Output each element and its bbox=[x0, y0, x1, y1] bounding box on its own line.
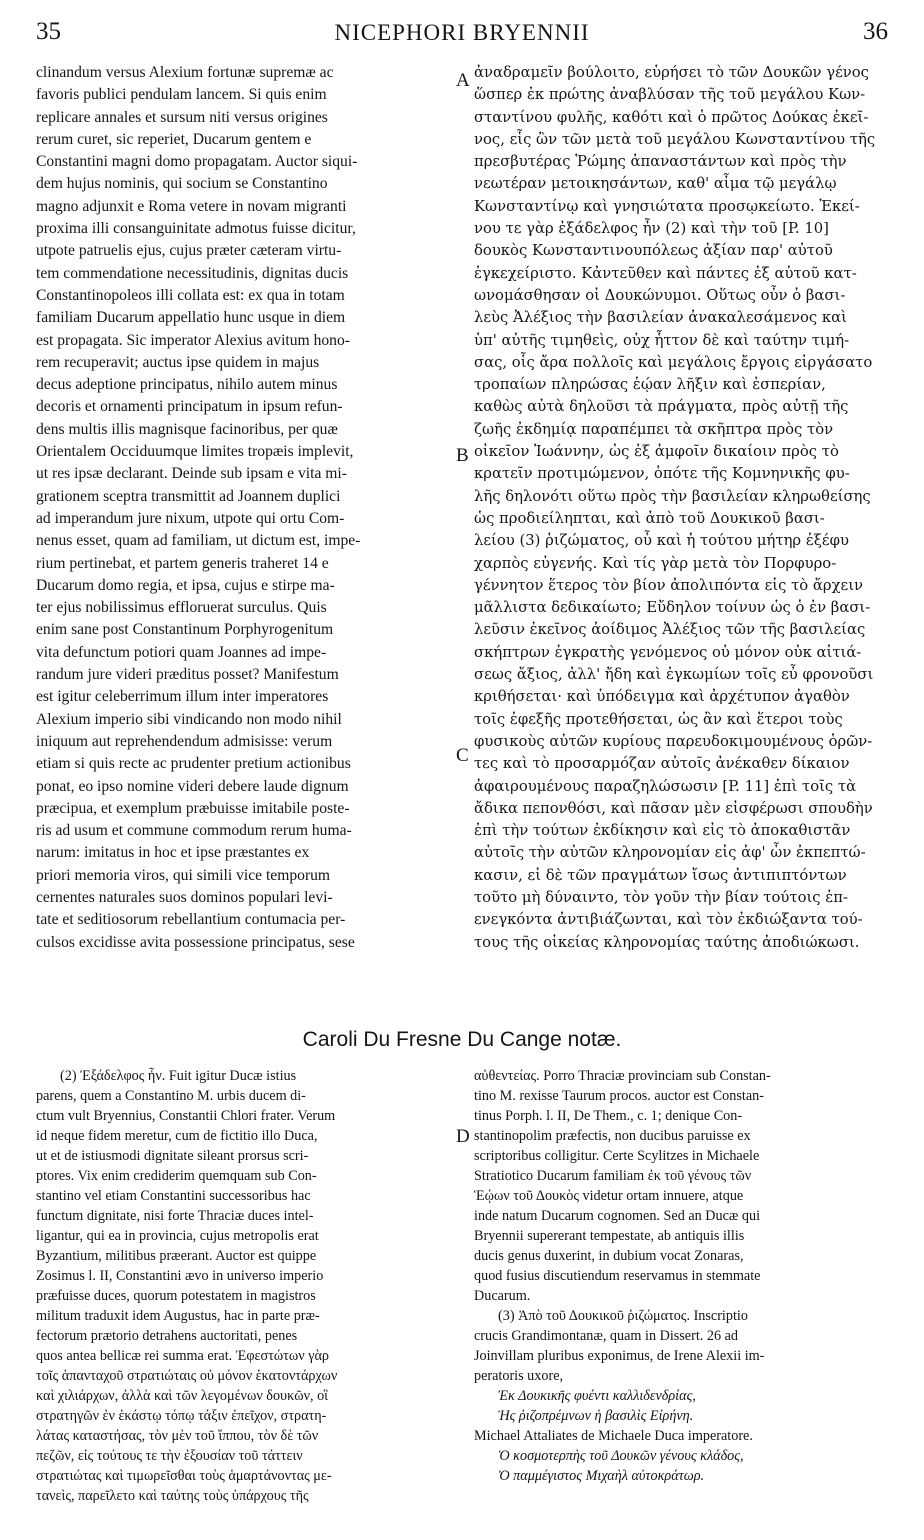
greek-text-line: κρατεῖν προτιμώμενον, ὁπότε τῆς Κομνηνικῆς φυ- bbox=[474, 465, 850, 483]
latin-text-line: est propagata. Sic imperator Alexius avitum hono- bbox=[36, 331, 350, 349]
latin-text-line: vita defunctum potiori quam Joannes ad impe- bbox=[36, 643, 327, 661]
greek-text-line: φυσικοὺς αὐτῶν κυρίους παρευδοκιμουμένους ὁρῶν- bbox=[474, 732, 873, 750]
note-line: Ὁ κοσμοτερπὴς τοῦ Δουκῶν γένους κλάδος, bbox=[498, 1448, 744, 1464]
latin-text-line: præcipua, et exemplum præbuisse imitabile poste- bbox=[36, 799, 350, 817]
latin-text-line: ut res ipsæ declarant. Deinde sub ipsam e vita mi- bbox=[36, 465, 347, 483]
greek-text-line: ζωῆς ἐκδημίᾳ παραπέμπει τὰ σκῆπτρα πρὸς τὸν bbox=[474, 420, 834, 438]
greek-text-line: χαρπὸς εὐγενής. Καὶ τίς γὰρ μετὰ τὸν Πορφυρο- bbox=[474, 554, 837, 572]
note-line: fectorum prætorio detrahens auctoritati, penes bbox=[36, 1328, 298, 1344]
note-line: tino M. rexisse Taurum procos. auctor est Constan- bbox=[474, 1088, 764, 1104]
latin-text-line: ad imperandum jure nixum, utpote qui ortu Com- bbox=[36, 509, 345, 527]
latin-text-line: ris ad usum et commune commodum rerum huma- bbox=[36, 822, 352, 840]
note-line: quod fusius discutiendum reservamus in stemmate bbox=[474, 1268, 761, 1284]
note-line: στρατιώτας καὶ τιμωρεῖσθαι τοὺς ἁμαρτάνοντας με- bbox=[36, 1468, 332, 1484]
latin-text-line: Constantini magni domo propagatam. Auctor siqui- bbox=[36, 153, 358, 171]
note-line: militum traduxit idem Augustus, hac in parte præ- bbox=[36, 1308, 320, 1324]
latin-text-line: clinandum versus Alexium fortunæ supremæ ac bbox=[36, 64, 334, 81]
note-line: ducis genus duxerint, in dubium vocat Zonaras, bbox=[474, 1248, 744, 1264]
note-line: ligantur, qui ea in provincia, cujus metropolis erat bbox=[36, 1228, 319, 1244]
latin-text-line: decus adeptione principatus, nihilo autem minus bbox=[36, 376, 338, 394]
latin-text-line: Constantinopoleos illi collata est: ex qua in totam bbox=[36, 286, 345, 304]
greek-text-line: τες καὶ τὸ προσαρμόζαν αὐτοῖς ἀνέκαθεν δίκαιον bbox=[474, 755, 850, 773]
note-line: parens, quem a Constantino M. urbis ducem di- bbox=[36, 1088, 306, 1104]
latin-text-line: Alexium imperio sibi vindicando non modo nihil bbox=[36, 710, 342, 728]
greek-text-column bbox=[474, 62, 890, 954]
greek-text-line: ενεγκόντα ἀντιβιάζωνται, καὶ τὸν ἐκδιώξαντα τού- bbox=[474, 911, 863, 929]
latin-text-line: familiam Ducarum appellatio hunc usque in diem bbox=[36, 309, 346, 327]
latin-text-line: rium pertinebat, et partem generis traheret 14 e bbox=[36, 554, 329, 572]
greek-text-line: γέννητον ἕτερος τὸν βίον ἀπολιπόντα εἰς τὸ ἄρχειν bbox=[474, 576, 863, 594]
greek-text-line: Κωνσταντίνῳ καὶ γνησιώτατα προσῳκείωτο. Ἐκεί- bbox=[474, 197, 860, 215]
latin-text-line: cernentes naturales suos dominos populari levi- bbox=[36, 888, 333, 906]
latin-text-line: rem recuperavit; auctus ipse quidem in majus bbox=[36, 353, 320, 371]
note-line: crucis Grandimontanæ, quam in Dissert. 26 ad bbox=[474, 1328, 738, 1344]
greek-text-line: λῆς δηλονότι οὕτω πρὸς τὴν βασιλείαν κληρωθείσης bbox=[474, 487, 871, 505]
latin-text-line: tem commendatione necessitudinis, dignitas ducis bbox=[36, 264, 349, 282]
note-line: functum dignitate, nisi forte Thraciæ duces intel- bbox=[36, 1208, 314, 1224]
greek-text-line: σταντίνου φυλῆς, καθότι καὶ ὁ πρῶτος Δούκας ἐκεῖ- bbox=[474, 108, 869, 126]
page-number-left: 35 bbox=[36, 18, 61, 45]
note-line: peratoris uxore, bbox=[474, 1368, 564, 1384]
greek-text-line: ὑπ' αὐτῆς τιμηθεὶς, οὐχ ἧττον δὲ καὶ ταύτην τιμή- bbox=[474, 331, 850, 349]
greek-text-line: αὐτοῖς τὴν αὐτῶν κληρονομίαν εἰς ἀφ' ὧν ἐκπεπτώ- bbox=[474, 844, 866, 862]
margin-marker-a: A bbox=[456, 70, 470, 91]
note-line: tinus Porph. l. II, De Them., c. 1; denique Con- bbox=[474, 1108, 743, 1124]
note-line: Ducarum. bbox=[474, 1288, 531, 1304]
note-line: ptores. Vix enim crediderim quemquam sub Con- bbox=[36, 1168, 317, 1184]
latin-text-line: narum: imitatus in hoc et ipse præstantes ex bbox=[36, 844, 310, 862]
running-header bbox=[36, 18, 888, 52]
page-number-right: 36 bbox=[863, 18, 888, 45]
latin-text-line: grationem sceptra transmittit ad Joannem duplici bbox=[36, 487, 341, 505]
note-line: Ἑῴων τοῦ Δουκὸς videtur ortam innuere, atque bbox=[474, 1188, 744, 1204]
greek-text-line: σκήπτρων ἐγκρατὴς γενόμενος οὐ μόνον οὐκ αἰτιά- bbox=[474, 643, 862, 661]
greek-text-line: ὡς προδιείληπται, καὶ ἀπὸ τοῦ Δουκικοῦ βασι- bbox=[474, 509, 825, 527]
greek-text-line: καθὼς αὐτὰ δηλοῦσι τὰ πράγματα, πρὸς αὐτῇ τῆς bbox=[474, 398, 849, 416]
note-line: ctum vult Bryennius, Constantii Chlori frater. Verum bbox=[36, 1108, 336, 1124]
latin-text-line: magno adjunxit e Roma vetere in novam migranti bbox=[36, 197, 347, 215]
note-line: (2) Ἐξάδελφος ἦν. Fuit igitur Ducæ istius bbox=[60, 1068, 297, 1084]
note-line: τανεὶς, παρεῖλετο καὶ ταύτης τοὺς ὑπάρχους τῆς bbox=[36, 1488, 309, 1504]
note-line: Bryennii supererant tempestate, ab antiquis illis bbox=[474, 1228, 745, 1244]
greek-text-line: δουκὸς Κωνσταντινουπόλεως ἀξίαν παρ' αὐτοῦ bbox=[474, 242, 833, 260]
greek-text-line: ἐγκεχείριστο. Κἀντεῦθεν καὶ πάντες ἐξ αὐτοῦ κατ- bbox=[474, 264, 857, 282]
latin-text-line: ponat, eo ipso nomine videri debere laude dignum bbox=[36, 777, 349, 795]
note-line: Ἐκ Δουκικῆς φυέντι καλλιδενδρίας, bbox=[498, 1388, 696, 1404]
notes-heading: Caroli Du Fresne Du Cange notæ. bbox=[302, 1028, 622, 1051]
note-line: stantinopolim præfectis, non ducibus paruisse ex bbox=[474, 1128, 751, 1144]
note-line: inde natum Ducarum cognomen. Sed an Ducæ qui bbox=[474, 1208, 761, 1224]
greek-text-line: ἄδικα πεπονθόσι, καὶ πᾶσαν μὲν εἰσφέρωσι σπουδὴν bbox=[474, 799, 873, 817]
greek-text-line: κριθήσεται· καὶ ὑπόδειγμα καὶ ἀρχέτυπον ἀγαθὸν bbox=[474, 688, 850, 706]
greek-text-line: ἐπὶ τὴν τούτων ἐκδίκησιν καὶ εἰς τὸ ἀποκαθιστᾶν bbox=[474, 822, 851, 840]
note-line: (3) Ἀπὸ τοῦ Δουκικοῦ ῥιζώματος. Inscriptio bbox=[498, 1308, 748, 1324]
note-line: stantino vel etiam Constantini successoribus hac bbox=[36, 1188, 311, 1204]
note-line: στρατηγῶν ἐν ἑκάστῳ τόπῳ τάξιν ἐπεῖχον, στρατη- bbox=[36, 1408, 327, 1424]
note-line: Zosimus l. II, Constantini ævo in universo imperio bbox=[36, 1268, 324, 1284]
latin-text-line: iniquum aut reprehendendum admisisse: verum bbox=[36, 732, 333, 750]
latin-text-line: favoris publici pendulam lancem. Si quis enim bbox=[36, 86, 327, 104]
greek-text-line: πρεσβυτέρας Ῥώμης ἀπαναστάντων καὶ πρὸς τὴν bbox=[474, 153, 847, 171]
latin-text-line: nenus esset, quam ad familiam, ut dictum est, impe- bbox=[36, 532, 361, 550]
latin-text-line: replicare annales et sursum niti versus origines bbox=[36, 108, 328, 126]
latin-text-line: culsos excidisse avita possessione principatus, sese bbox=[36, 933, 355, 951]
notes-left-column bbox=[36, 1066, 454, 1506]
latin-text-line: Orientalem Occiduumque limites tropæis implevit, bbox=[36, 443, 354, 461]
greek-text-line: οἰκεῖον Ἰωάννην, ὡς ἐξ ἀμφοῖν δικαίοιν πρὸς τὸ bbox=[474, 443, 839, 461]
latin-text-line: randum jure videri præditus posset? Manifestum bbox=[36, 666, 339, 684]
note-line: Stratiotico Ducarum familiam ἐκ τοῦ γένους τῶν bbox=[474, 1168, 752, 1184]
latin-text-line: priori memoria viros, qui simili vice temporum bbox=[36, 866, 331, 884]
greek-text-line: τοῦτο μὴ δύναιντο, τὸν γοῦν τὴν βίαν τούτοις ἐπ- bbox=[474, 888, 848, 906]
note-line: καὶ χιλιάρχων, ἀλλὰ καὶ τῶν λεγομένων δουκῶν, οἳ bbox=[36, 1388, 328, 1404]
note-line: λάτας καταστήσας, τὸν μὲν τοῦ ἵππου, τὸν δὲ τῶν bbox=[36, 1428, 319, 1444]
greek-text-line: σεως ἄξιος, ἀλλ' ἤδη καὶ ἐγκωμίων τοῖς εὖ φρονοῦσι bbox=[474, 666, 874, 684]
latin-text-line: rerum curet, sic reperiet, Ducarum gentem e bbox=[36, 130, 312, 148]
latin-text-line: est igitur celeberrimum illum inter imperatores bbox=[36, 688, 329, 706]
greek-text-line: νου τε γὰρ ἐξάδελφος ἦν (2) καὶ τὴν τοῦ [P. 10] bbox=[474, 220, 829, 238]
latin-translation-column bbox=[36, 62, 454, 954]
greek-text-line: ἀφαιρουμένους παραζηλώσωσιν [P. 11] ἐπὶ τοῖς τὰ bbox=[474, 777, 857, 795]
running-title: NICEPHORI BRYENNII bbox=[334, 20, 590, 45]
greek-text-line: ἀναδραμεῖν βούλοιτο, εὑρήσει τὸ τῶν Δουκῶν γένος bbox=[474, 64, 869, 81]
note-line: Ἡς ῥιζοπρέμνων ἡ βασιλὶς Εἰρήνη. bbox=[498, 1408, 694, 1424]
note-line: Joinvillam pluribus exponimus, de Irene Alexii im- bbox=[474, 1348, 765, 1364]
greek-text-line: ωνομάσθησαν οἱ Δουκώνυμοι. Οὕτως οὖν ὁ βασι- bbox=[474, 286, 846, 304]
margin-marker-d: D bbox=[456, 1126, 470, 1147]
note-line: quos antea bellicæ rei summa erat. Ἐφεστώτων γὰρ bbox=[36, 1348, 329, 1364]
latin-text-line: ter ejus nobilissimus effloruerat surculus. Quis bbox=[36, 599, 327, 617]
note-line: Ὁ παμμέγιστος Μιχαὴλ αὐτοκράτωρ. bbox=[498, 1468, 705, 1484]
greek-text-line: τροπαίων πληρώσας ἑῴαν λῆξιν καὶ ἑσπερίαν, bbox=[474, 376, 826, 394]
margin-marker-b: B bbox=[456, 445, 469, 466]
notes-right-column bbox=[474, 1066, 890, 1486]
greek-text-line: νεωτέραν μετοικησάντων, καθ' αἷμα τῷ μεγάλῳ bbox=[474, 175, 837, 193]
greek-text-line: τοῖς ἐφεξῆς προτεθήσεται, ὡς ἂν καὶ ἕτεροι τοὺς bbox=[474, 710, 843, 728]
note-line: præfuisse duces, quorum potestatem in magistros bbox=[36, 1288, 316, 1304]
note-line: Byzantium, militibus præerant. Auctor est quippe bbox=[36, 1248, 317, 1264]
latin-text-line: utpote patruelis ejus, cujus præter cæteram virtu- bbox=[36, 242, 342, 260]
greek-text-line: ὥσπερ ἐκ πρώτης ἀναβλύσαν τῆς τοῦ μεγάλου Κων- bbox=[474, 86, 866, 104]
latin-text-line: enim sane post Constantinum Porphyrogenitum bbox=[36, 621, 334, 639]
latin-text-line: Ducarum domo regia, et ipsa, cujus e stirpe ma- bbox=[36, 576, 335, 594]
greek-text-line: σας, οἷς ἄρα πολλοῖς καὶ μεγάλοις ἔργοις εἰργάσατο bbox=[474, 353, 873, 371]
note-line: Michael Attaliates de Michaele Duca imperatore. bbox=[474, 1428, 753, 1444]
latin-text-line: etiam si quis recte ac prudenter pretium actionibus bbox=[36, 755, 351, 773]
greek-text-line: κασιν, εἰ δὲ τῶν πραγμάτων ἴσως ἀντιπιπτόντων bbox=[474, 866, 847, 884]
margin-marker-c: C bbox=[456, 745, 469, 766]
note-line: id neque fidem meretur, cum de fictitio illo Duca, bbox=[36, 1128, 318, 1144]
greek-text-line: νος, εἷς ὢν τῶν μετὰ τοῦ μεγάλου Κωνσταντίνου τῆς bbox=[474, 130, 876, 148]
latin-text-line: dem hujus nominis, qui socium se Constantino bbox=[36, 175, 328, 193]
greek-text-line: λείου (3) ῥιζώματος, οὗ καὶ ἡ τούτου μήτηρ ἐξέφυ bbox=[474, 532, 849, 550]
latin-text-line: dens multis illis magnisque facinoribus, per quæ bbox=[36, 420, 338, 438]
latin-text-line: tate et seditiosorum rebellantium contumacia per- bbox=[36, 911, 346, 929]
note-line: ut et de istiusmodi dignitate sileant prorsus scri- bbox=[36, 1148, 309, 1164]
note-line: αὐθεντείας. Porro Thraciæ provinciam sub Constan- bbox=[474, 1068, 771, 1084]
greek-text-line: μᾶλλιστα δεδικαίωτο; Εὔδηλον τοίνυν ὡς ὁ ἐν βασι- bbox=[474, 599, 871, 617]
note-line: πεζῶν, εἰς τούτους τε τὴν ἐξουσίαν τοῦ τάττειν bbox=[36, 1448, 303, 1464]
note-line: scriptoribus colligitur. Certe Scylitzes in Michaele bbox=[474, 1148, 760, 1164]
note-line: τοῖς ἁπανταχοῦ στρατιώταις οὐ μόνον ἑκατοντάρχων bbox=[36, 1368, 338, 1384]
greek-text-line: λεῦσιν ἐκεῖνος ἀοίδιμος Ἀλέξιος τῶν τῆς βασιλείας bbox=[474, 621, 866, 639]
latin-text-line: proxima illi consanguinitate admotus fuisse dicitur, bbox=[36, 220, 356, 238]
greek-text-line: τους τῆς οἰκείας κληρονομίας ταύτης ἀποδιώκωσι. bbox=[474, 933, 860, 951]
greek-text-line: λεὺς Ἀλέξιος τὴν βασιλείαν ἀνακαλεσάμενος καὶ bbox=[474, 309, 847, 327]
latin-text-line: decoris et ornamenti principatum in ipsum refun- bbox=[36, 398, 343, 416]
